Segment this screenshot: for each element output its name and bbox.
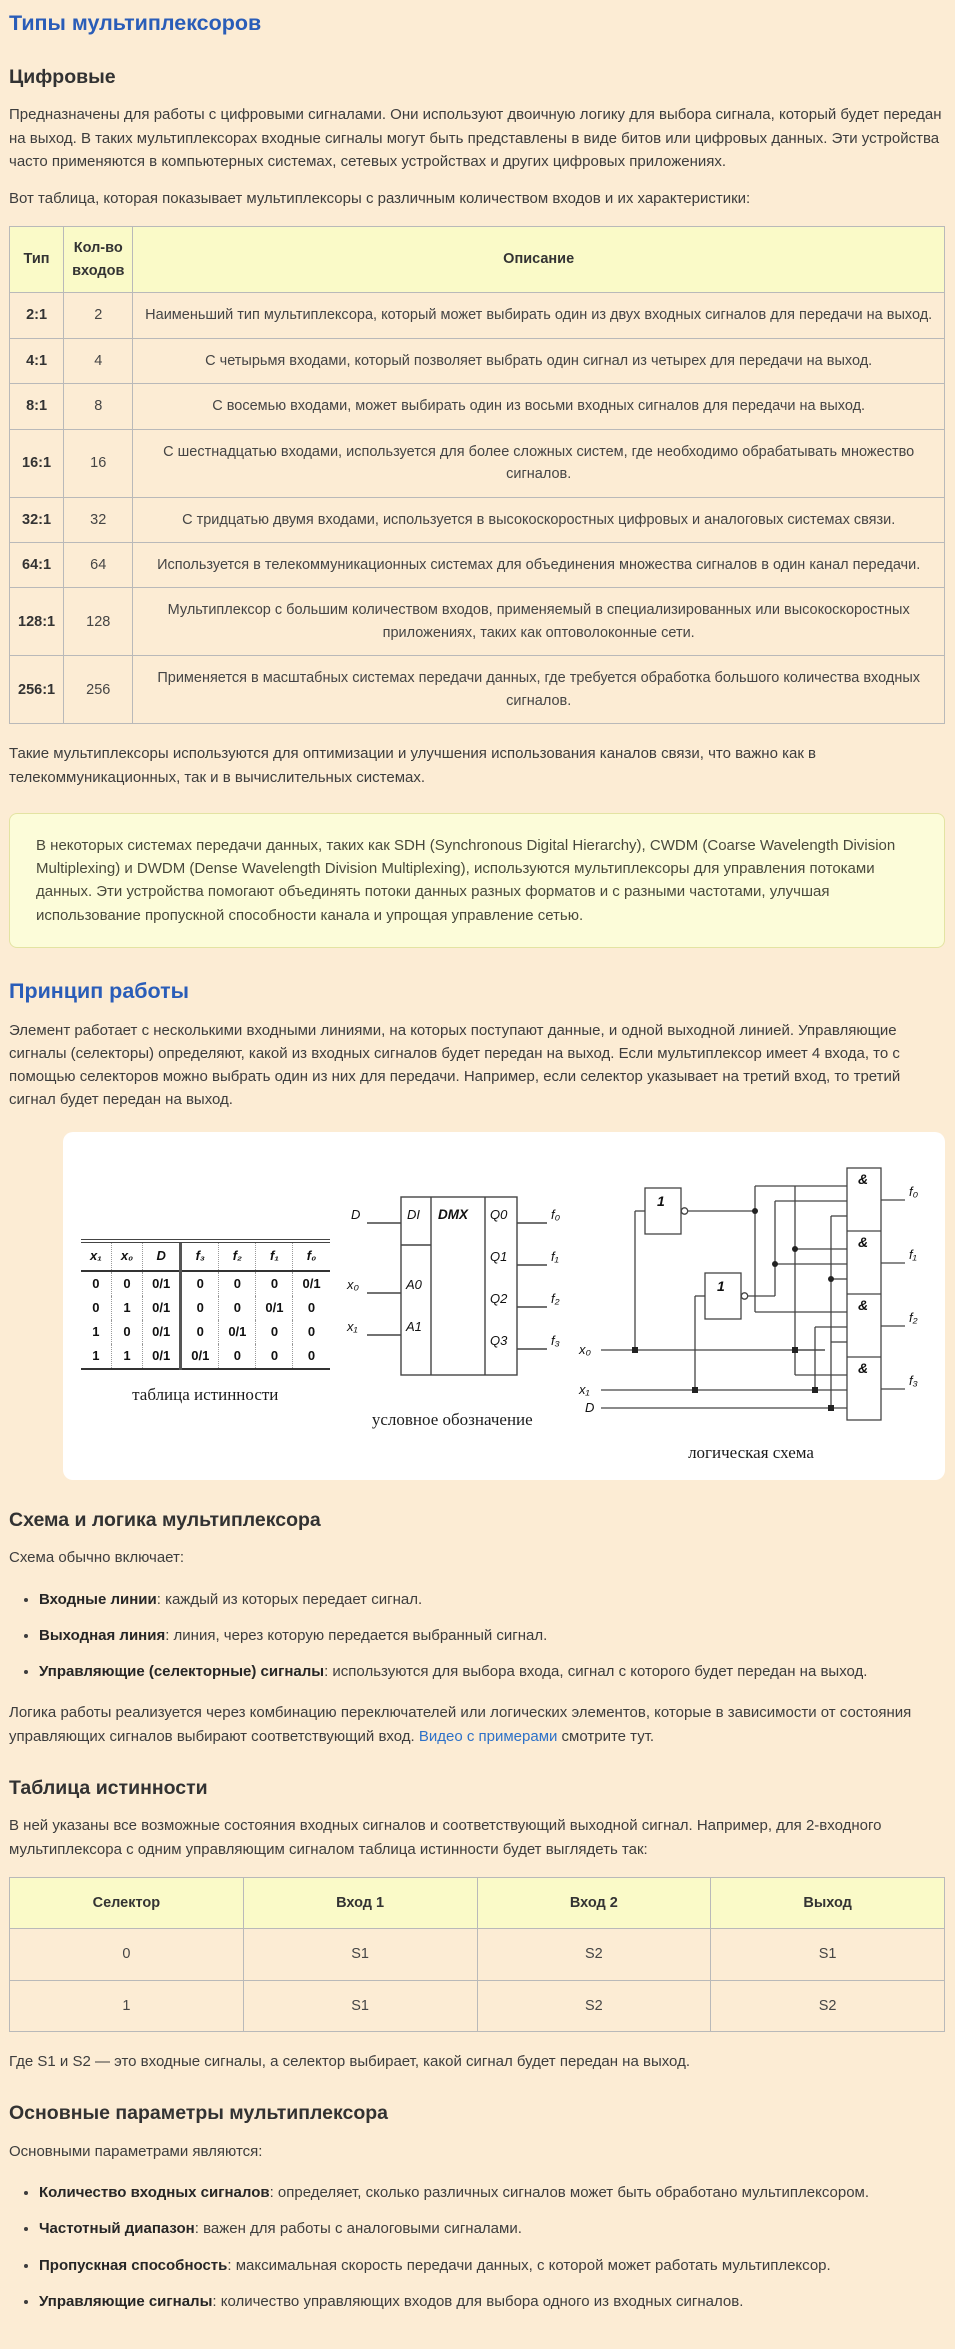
table-cell: 8:1: [10, 384, 64, 429]
table-header-cell: Кол-во входов: [64, 227, 133, 293]
pin-label: A1: [406, 1318, 423, 1334]
table-cell: 0: [293, 1296, 330, 1320]
table-cell: 2: [64, 293, 133, 338]
pin-label: DI: [407, 1206, 421, 1222]
table-header-cell: Селектор: [10, 1877, 244, 1928]
table-cell: 0/1: [143, 1296, 181, 1320]
table-header-cell: f₃: [181, 1241, 219, 1270]
figure-symbol-group: [339, 1189, 565, 1433]
list-item-term: Управляющие (селекторные) сигналы: [39, 1663, 325, 1681]
section-heading-digital: Цифровые: [9, 65, 116, 88]
table-header-cell: Тип: [10, 227, 64, 293]
pin-label: D: [351, 1206, 361, 1222]
table-header-cell: x₁: [81, 1241, 111, 1270]
pin-label: Q3: [490, 1332, 508, 1348]
and-gate-label: &: [858, 1296, 869, 1313]
selector-truth-table: [9, 1877, 945, 2032]
table-row: [10, 656, 945, 724]
table-cell: 64: [64, 543, 133, 588]
info-box-text: В некоторых системах передачи данных, таких как SDH (Synchronous Digital Hierarchy), CWDM (Coarse Wavelength Division Multiplexing) и DWDM (Dense Wavelength Division Multiplexing), используются мультиплексоры для управления потоками данных. Эти устройства помогают объединять потоки данных разных форматов и с разными частотами, улучшая использование пропускной способности канала и упрощая управление сетью.: [36, 836, 896, 924]
table-header-cell: f₀: [293, 1241, 330, 1270]
logic-circuit-diagram: [575, 1156, 927, 1428]
table-cell: S2: [477, 1980, 711, 2031]
table-cell: 0: [256, 1271, 293, 1296]
schema-intro: Схема обычно включает:: [9, 1549, 185, 1567]
table-row: [10, 429, 945, 497]
table-cell: S1: [243, 1980, 477, 2031]
logic-paragraph-before: Логика работы реализуется через комбинацию переключателей или логических элементов, которые в зависимости от состояния управляющих сигналов выбирают соответствующий вход.: [9, 1704, 912, 1745]
table-cell: S1: [711, 1929, 945, 1980]
table-header-cell: Вход 2: [477, 1877, 711, 1928]
table-cell: 0: [293, 1344, 330, 1369]
table-cell: 0: [111, 1271, 142, 1296]
pin-label: x₁: [347, 1318, 358, 1334]
list-item-term: Выходная линия: [39, 1626, 166, 1644]
table-header-row: [10, 1877, 945, 1928]
dmx-symbol-diagram: [339, 1189, 565, 1395]
table-cell: 0: [181, 1320, 219, 1344]
block-label: DMX: [438, 1206, 469, 1222]
table-cell: 0: [181, 1296, 219, 1320]
list-item: • Пропускная способность: максимальная скорость передачи данных, с которой может работать мультиплексор.: [39, 2254, 945, 2277]
pin-label: Q0: [490, 1206, 508, 1222]
table-cell: 0: [219, 1344, 256, 1369]
pin-label: D: [585, 1399, 595, 1415]
table-row: [10, 384, 945, 429]
pin-label: f₁: [909, 1246, 917, 1262]
list-item-term: Количество входных сигналов: [39, 2184, 270, 2202]
table-cell: 4: [64, 338, 133, 383]
pin-label: x₀: [347, 1276, 360, 1292]
info-box: [9, 813, 945, 948]
pin-label: f₁: [551, 1248, 559, 1264]
table-intro-paragraph: Вот таблица, которая показывает мультиплексоры с различным количеством входов и их характеристики:: [9, 190, 751, 207]
figure-truth-table-group: [81, 1213, 330, 1408]
table-cell: 0: [181, 1271, 219, 1296]
not-gate-label: 1: [717, 1277, 725, 1294]
pin-label: f₃: [909, 1372, 918, 1388]
schema-bullet-list: [17, 1588, 945, 1684]
table-cell: S2: [711, 1980, 945, 2031]
table-cell: 0: [219, 1296, 256, 1320]
table-cell: 0: [219, 1271, 256, 1296]
figure-caption-symbol: условное обозначение: [371, 1409, 533, 1429]
figure-caption-logic: логическая схема: [688, 1442, 814, 1462]
table-cell: S2: [477, 1929, 711, 1980]
table-row: [10, 497, 945, 542]
digital-paragraph: Предназначены для работы с цифровыми сигналами. Они используют двоичную логику для выбора сигнала, который будет передан на выход. В таких мультиплексорах входные сигналы могут быть представлены в виде битов или цифровых данных. Эти устройства часто применяются в компьютерных системах, сетевых устройствах и других цифровых приложениях.: [9, 106, 942, 170]
pin-label: A0: [406, 1276, 423, 1292]
params-intro: Основными параметрами являются:: [9, 2142, 263, 2160]
pin-label: f₂: [551, 1290, 560, 1306]
logic-paragraph: [9, 1701, 945, 1748]
principle-paragraph: Элемент работает с несколькими входными линиями, на которых поступают данные, и одной выходной линией. Управляющие сигналы (селекторы) определяют, какой из входных сигналов будет передан на выход. Если мультиплексор имеет 4 входа, то с помощью селекторов можно выбрать один из них для передачи. Например, если селектор указывает на третий вход, то третий сигнал будет передан на выход.: [9, 1021, 901, 1109]
figure-truth-table-header-row: [81, 1241, 330, 1270]
table-cell: 32:1: [10, 497, 64, 542]
table-header-cell: Описание: [133, 227, 945, 293]
table-cell: 0: [92, 1275, 100, 1291]
list-item: • Выходная линия: линия, через которую передается выбранный сигнал.: [39, 1624, 945, 1647]
table-cell: 1: [81, 1344, 111, 1369]
truth-paragraph: В ней указаны все возможные состояния входных сигналов и соответствующий выходной сигнал. Например, для 2-входного мультиплексора с одним управляющим сигналом таблица истинности будет выглядеть так:: [9, 1817, 882, 1858]
table-cell: 0: [10, 1929, 244, 1980]
table-row: [10, 338, 945, 383]
table-cell: 1: [111, 1296, 142, 1320]
table-row: [81, 1344, 330, 1369]
page-title: Типы мультиплексоров: [9, 11, 262, 35]
figure-logic-group: [575, 1156, 927, 1466]
video-examples-link[interactable]: Видео с примерами: [418, 1727, 558, 1745]
table-row: [10, 1929, 945, 1980]
table-header-cell: Вход 1: [243, 1877, 477, 1928]
pin-label: x₀: [579, 1341, 591, 1357]
table-cell: 0/1: [219, 1320, 256, 1344]
table-cell: 0/1: [181, 1344, 219, 1369]
table-cell: 256: [64, 656, 133, 724]
table-header-cell: Выход: [711, 1877, 945, 1928]
table-cell: 0: [111, 1320, 142, 1344]
list-item-term: Частотный диапазон: [39, 2220, 195, 2238]
list-item: • Входные линии: каждый из которых передает сигнал.: [39, 1588, 945, 1611]
table-header-cell: x₀: [111, 1241, 142, 1270]
list-item-term: Входные линии: [39, 1590, 157, 1608]
table-cell: 16: [64, 429, 133, 497]
logic-paragraph-after: смотрите тут.: [557, 1727, 655, 1745]
list-item: • Частотный диапазон: важен для работы с аналоговыми сигналами.: [39, 2217, 945, 2240]
pin-label: f₃: [551, 1332, 561, 1348]
and-gate-label: &: [858, 1359, 869, 1376]
table-row: [81, 1320, 330, 1344]
table-cell: 1: [111, 1344, 142, 1369]
list-item-term: Пропускная способность: [39, 2256, 228, 2274]
pin-label: f₀: [909, 1183, 919, 1199]
list-item-term: Управляющие сигналы: [39, 2292, 213, 2310]
table-cell: 256:1: [10, 656, 64, 724]
section-heading-truth-table: Таблица истинности: [9, 1776, 208, 1799]
pin-label: x₁: [579, 1381, 590, 1397]
table-header-cell: f₁: [256, 1241, 293, 1270]
params-bullet-list: [17, 2181, 945, 2313]
table-cell: 0: [293, 1320, 330, 1344]
and-gate-label: &: [858, 1233, 869, 1250]
table-cell: 4:1: [10, 338, 64, 383]
after-table-paragraph: Такие мультиплексоры используются для оптимизации и улучшения использования каналов связи, что важно как в телекоммуникационных, так и в вычислительных системах.: [9, 745, 817, 786]
pin-label: f₀: [551, 1206, 561, 1222]
table-cell: 1: [10, 1980, 244, 2031]
table-cell: 0: [256, 1344, 293, 1369]
mux-types-table: [9, 226, 945, 724]
list-item: • Количество входных сигналов: определяет, сколько различных сигналов может быть обработано мультиплексором.: [39, 2181, 945, 2204]
section-heading-params: Основные параметры мультиплексора: [9, 2102, 389, 2125]
list-item: • Управляющие (селекторные) сигналы: используются для выбора входа, сигнал с которого будет передан на выход.: [39, 1660, 945, 1683]
table-cell: 8: [64, 384, 133, 429]
figure-panel: [63, 1132, 945, 1480]
table-row: [81, 1296, 330, 1320]
table-cell: С четырьмя входами, который позволяет выбрать один сигнал из четырех для передачи на выход.: [133, 338, 945, 383]
table-row: [10, 588, 945, 656]
section-heading-principle: Принцип работы: [9, 978, 190, 1003]
table-cell: С тридцатью двумя входами, используется в высокоскоростных цифровых и аналоговых системах связи.: [133, 497, 945, 542]
table-cell: 128:1: [10, 588, 64, 656]
table-cell: 16:1: [10, 429, 64, 497]
table-cell: 0/1: [143, 1271, 181, 1296]
truth-note: Где S1 и S2 — это входные сигналы, а селектор выбирает, какой сигнал будет передан на выход.: [9, 2053, 690, 2071]
and-gate-label: &: [858, 1170, 869, 1187]
table-cell: 0/1: [143, 1344, 181, 1369]
table-cell: 32: [64, 497, 133, 542]
pin-label: Q1: [490, 1248, 508, 1264]
table-cell: 0/1: [256, 1296, 293, 1320]
table-row: [10, 543, 945, 588]
figure-caption-truth-table: таблица истинности: [132, 1385, 279, 1405]
table-cell: Наименьший тип мультиплексора, который может выбирать один из двух входных сигналов для передачи на выход.: [133, 293, 945, 338]
table-cell: 2:1: [10, 293, 64, 338]
list-item: • Управляющие сигналы: количество управляющих входов для выбора одного из входных сигналов.: [39, 2290, 945, 2313]
table-row: [81, 1271, 330, 1296]
pin-label: f₂: [909, 1309, 918, 1325]
table-cell: 0/1: [293, 1271, 330, 1296]
table-header-cell: f₂: [219, 1241, 256, 1270]
table-cell: С шестнадцатью входами, используется для более сложных систем, где необходимо обрабатывать множество сигналов.: [133, 429, 945, 497]
table-cell: Применяется в масштабных системах передачи данных, где требуется обработка большого количества входных сигналов.: [133, 656, 945, 724]
table-cell: 1: [92, 1323, 100, 1339]
table-header-row: [10, 227, 945, 293]
table-cell: 0/1: [143, 1320, 181, 1344]
table-cell: Мультиплексор с большим количеством входов, применяемый в специализированных или высокоскоростных приложениях, таких как оптоволоконные сети.: [133, 588, 945, 656]
table-cell: 0: [92, 1299, 100, 1315]
table-cell: 128: [64, 588, 133, 656]
not-gate-label: 1: [657, 1192, 665, 1209]
table-row: [10, 1980, 945, 2031]
table-cell: Используется в телекоммуникационных системах для объединения множества сигналов в один канал передачи.: [133, 543, 945, 588]
table-header-cell: D: [143, 1241, 181, 1270]
table-row: [10, 293, 945, 338]
table-cell: 0: [256, 1320, 293, 1344]
table-cell: 64:1: [10, 543, 64, 588]
pin-label: Q2: [490, 1290, 508, 1306]
table-cell: С восемью входами, может выбирать один из восьми входных сигналов для передачи на выход.: [133, 384, 945, 429]
figure-truth-table: [81, 1239, 330, 1370]
table-cell: S1: [243, 1929, 477, 1980]
section-heading-schema: Схема и логика мультиплексора: [9, 1509, 321, 1532]
